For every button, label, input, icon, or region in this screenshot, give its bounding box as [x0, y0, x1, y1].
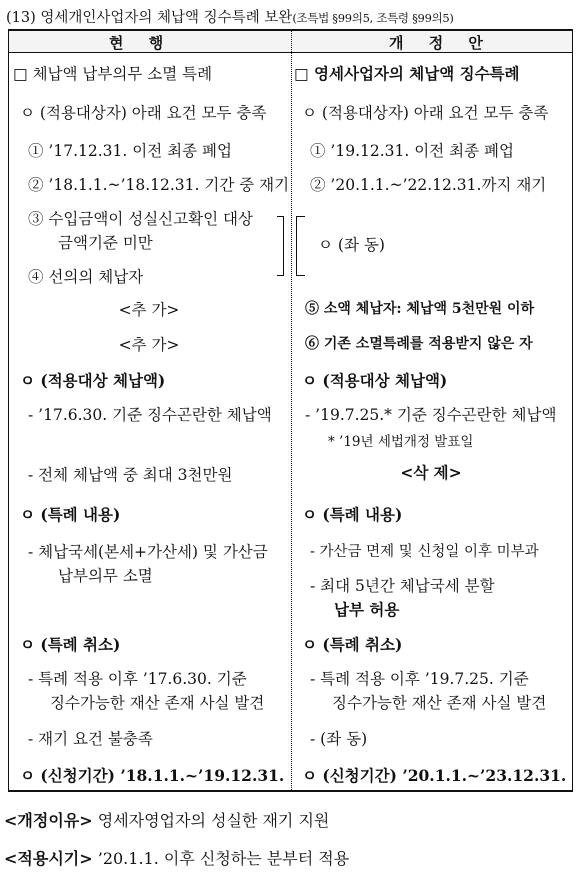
right-req-2: ② ’20.1.1.~’22.12.31.까지 재기 — [310, 176, 547, 194]
left-added-1: <추 가> — [118, 301, 180, 319]
right-req-1: ① ’19.12.31. 이전 최종 폐업 — [310, 142, 514, 160]
right-special-content: ㅇ (특례 내용) — [302, 505, 403, 524]
left-content-1b: 납부의무 소멸 — [58, 567, 153, 585]
left-cancel-2: - 재기 요건 불충족 — [28, 730, 153, 748]
left-bracket — [277, 216, 284, 276]
right-application-period: ㅇ (신청기간) ’20.1.1.~’23.12.31. — [302, 766, 567, 785]
left-added-2: <추 가> — [118, 336, 180, 354]
left-req-3b: 금액기준 미만 — [58, 234, 153, 252]
right-target-amount: ㅇ (적용대상 체납액) — [302, 371, 448, 390]
left-cancellation: ㅇ (특례 취소) — [20, 635, 121, 654]
header-current: 현 행 — [109, 34, 174, 52]
right-cancel-2: - (좌 동) — [310, 730, 368, 748]
left-target-persons: ㅇ (적용대상자) 아래 요건 모두 충족 — [20, 104, 267, 122]
right-cancel-1b: 징수가능한 재산 존재 사실 발견 — [332, 694, 547, 712]
left-content-1a: - 체납국세(본세+가산세) 및 가산금 — [28, 543, 268, 561]
effective-date-text: ’20.1.1. 이후 신청하는 분부터 적용 — [97, 849, 350, 868]
revision-reason-text: 영세자영업자의 성실한 재기 지원 — [97, 811, 330, 830]
title-main: (13) 영세개인사업자의 체납액 징수특례 보완 — [6, 10, 293, 26]
right-heading: □ 영세사업자의 체납액 징수특례 — [294, 64, 520, 83]
right-bracket — [296, 216, 305, 276]
left-target-amount: ㅇ (적용대상 체납액) — [20, 371, 166, 390]
section-title — [6, 6, 454, 27]
right-amount-note: * ’19년 세법개정 발표일 — [328, 434, 474, 450]
left-req-2: ② ’18.1.1.~’18.12.31. 기간 중 재기 — [28, 176, 290, 194]
right-req-6: ⑥ 기존 소멸특례를 적용받지 않은 자 — [305, 336, 533, 352]
right-amount-1: - ’19.7.25.* 기준 징수곤란한 체납액 — [305, 406, 557, 424]
left-amount-2: - 전체 체납액 중 최대 3천만원 — [28, 466, 233, 484]
left-req-1: ① ’17.12.31. 이전 최종 폐업 — [28, 142, 232, 160]
left-cancel-1a: - 특례 적용 이후 ’17.6.30. 기준 — [28, 670, 247, 688]
left-req-4: ④ 선의의 체납자 — [28, 268, 144, 286]
left-special-content: ㅇ (특례 내용) — [20, 505, 121, 524]
right-same-as-left: ㅇ (좌 동) — [318, 236, 385, 254]
left-req-3a: ③ 수입금액이 성실신고확인 대상 — [28, 210, 253, 228]
left-amount-1: - ’17.6.30. 기준 징수곤란한 체납액 — [28, 406, 272, 424]
right-cancellation: ㅇ (특례 취소) — [302, 635, 403, 654]
left-cancel-1b: 징수가능한 재산 존재 사실 발견 — [50, 694, 265, 712]
revision-reason — [4, 808, 329, 831]
right-content-2b: 납부 허용 — [334, 600, 400, 619]
header-revised: 개 정 안 — [389, 34, 493, 52]
right-target-persons: ㅇ (적용대상자) 아래 요건 모두 충족 — [302, 104, 549, 122]
right-deleted: <삭 제> — [400, 463, 462, 482]
right-content-1: - 가산금 면제 및 신청일 이후 미부과 — [310, 544, 539, 560]
column-divider — [291, 31, 292, 790]
revision-reason-label: <개정이유> — [4, 811, 93, 830]
left-application-period: ㅇ (신청기간) ’18.1.1.~’19.12.31. — [20, 766, 285, 785]
left-heading: □ 체납액 납부의무 소멸 특례 — [13, 65, 213, 83]
right-cancel-1a: - 특례 적용 이후 ’19.7.25. 기준 — [310, 670, 529, 688]
right-req-5: ⑤ 소액 체납자: 체납액 5천만원 이하 — [305, 301, 535, 317]
effective-date — [4, 846, 349, 869]
effective-date-label: <적용시기> — [4, 849, 93, 868]
title-reference: (조특법 §99의5, 조특령 §99의5) — [292, 11, 454, 25]
right-content-2a: - 최대 5년간 체납국세 분할 — [310, 577, 495, 595]
